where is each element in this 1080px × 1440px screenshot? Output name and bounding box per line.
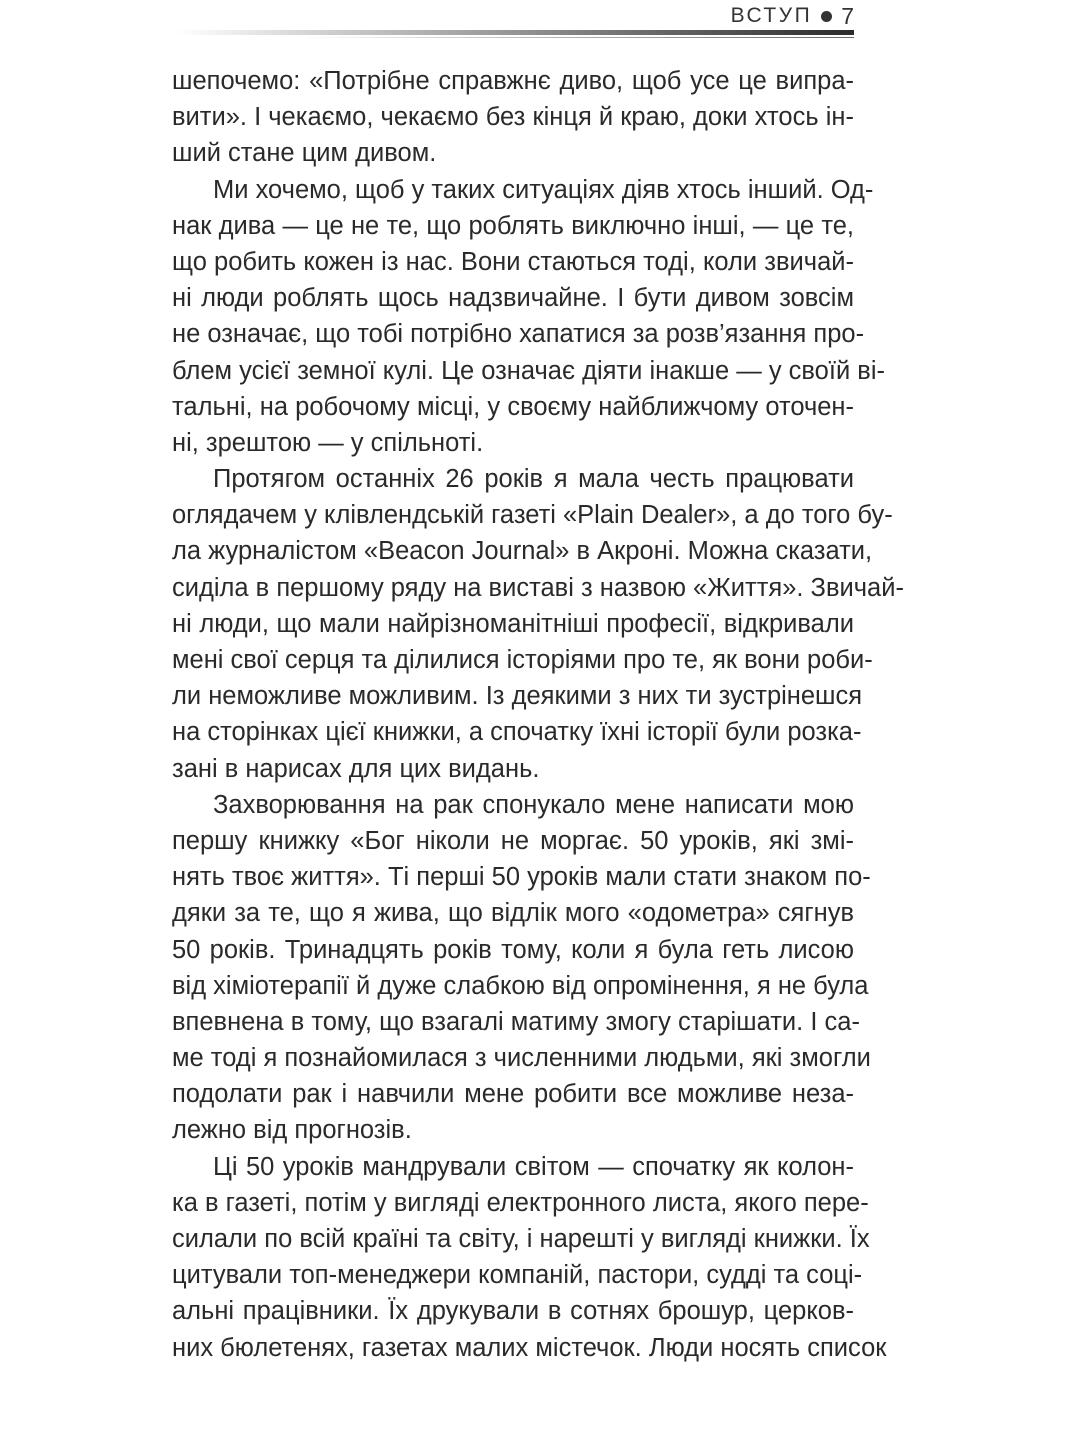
text-line: Ми хочемо, щоб у таких ситуаціях діяв хтось інший. Од- xyxy=(213,175,874,204)
paragraph xyxy=(172,1149,887,1366)
text-line: ме тоді я познайомилася з численними людьми, які змогли xyxy=(172,1044,871,1073)
text-line: шепочемо: «Потрібне справжнє диво, щоб усе це випра- xyxy=(172,67,854,95)
text-line: ні, зрештою — у спільноті. xyxy=(172,428,484,457)
text-line: першу книжку «Бог ніколи не моргає. 50 уроків, які змі- xyxy=(172,826,854,855)
text-line: тальні, на робочому місці, у своєму найближчому оточен- xyxy=(172,392,854,421)
text-line: 50 років. Тринадцять років тому, коли я була геть лисою xyxy=(172,935,854,964)
text-line: ні люди роблять щось надзвичайне. І бути дивом зовсім xyxy=(172,284,854,313)
paragraph xyxy=(172,172,885,462)
page-number: 7 xyxy=(841,3,854,29)
text-line: вити». І чекаємо, чекаємо без кінця й краю, доки хтось ін- xyxy=(172,103,854,132)
text-line: силали по всій країні та світу, і нарешті у вигляді книжки. Їх xyxy=(172,1225,870,1253)
text-line: подолати рак і навчили мене робити все можливе неза- xyxy=(172,1080,854,1109)
text-line: ка в газеті, потім у вигляді електронного листа, якого пере- xyxy=(172,1188,869,1217)
text-line: Ці 50 уроків мандрували світом — спочатку як колон- xyxy=(213,1152,854,1181)
paragraph xyxy=(172,461,904,787)
text-line: сиділа в першому ряду на виставі з назвою «Життя». Звичай- xyxy=(172,573,904,602)
text-line: що робить кожен із нас. Вони стаються тоді, коли звичай- xyxy=(172,247,854,276)
bullet-icon xyxy=(821,11,832,22)
running-head xyxy=(731,2,854,30)
text-line: не означає, що тобі потрібно хапатися за розв’язання про- xyxy=(172,320,865,349)
text-line: зані в нарисах для цих видань. xyxy=(172,754,540,783)
paragraph xyxy=(172,787,871,1149)
text-line: лежно від прогнозів. xyxy=(172,1116,412,1145)
text-line: блем усієї земної кулі. Це означає діяти інакше — у своїй ві- xyxy=(172,356,885,385)
text-line: Протягом останніх 26 років я мала честь працювати xyxy=(213,465,854,494)
section-title: ВСТУП xyxy=(730,4,813,27)
text-line: ла журналістом «Beacon Journal» в Акроні. Можна сказати, xyxy=(172,537,873,566)
text-line: на сторінках цієї книжки, а спочатку їхні історії були розка- xyxy=(172,718,862,747)
text-line: мені свої серця та ділилися історіями про те, як вони роби- xyxy=(172,646,873,674)
text-line: оглядачем у клівлендській газеті «Plain Dealer», а до того бу- xyxy=(172,501,893,530)
header-rule-thin xyxy=(300,37,854,38)
text-line: них бюлетенях, газетах малих містечок. Люди носять список xyxy=(172,1333,887,1362)
text-line: дяки за те, що я жива, що відлік мого «одометра» сягнув xyxy=(172,899,854,928)
text-line: альні працівники. Їх друкували в сотнях брошур, церков- xyxy=(172,1297,854,1326)
text-line: Захворювання на рак спонукало мене написати мою xyxy=(213,790,854,819)
text-line: ли неможливе можливим. Із деякими з них ти зустрінешся xyxy=(172,682,863,711)
text-line: нять твоє життя». Ті перші 50 уроків мали стати знаком по- xyxy=(172,863,871,892)
text-line: нак дива — це не те, що роблять виключно інші, — це те, xyxy=(172,211,854,240)
header-rule xyxy=(176,30,854,35)
text-line: ні люди, що мали найрізноманітніші професії, відкривали xyxy=(172,609,854,638)
text-line: впевнена в тому, що взагалі матиму змогу старішати. І са- xyxy=(172,1007,860,1036)
text-line: цитували топ-менеджери компаній, пастори, судді та соці- xyxy=(172,1261,863,1290)
text-line: ший стане цим дивом. xyxy=(172,139,437,168)
text-line: від хіміотерапії й дуже слабкою від опромінення, я не була xyxy=(172,971,869,1000)
body-text xyxy=(172,63,904,1366)
paragraph xyxy=(172,63,854,172)
